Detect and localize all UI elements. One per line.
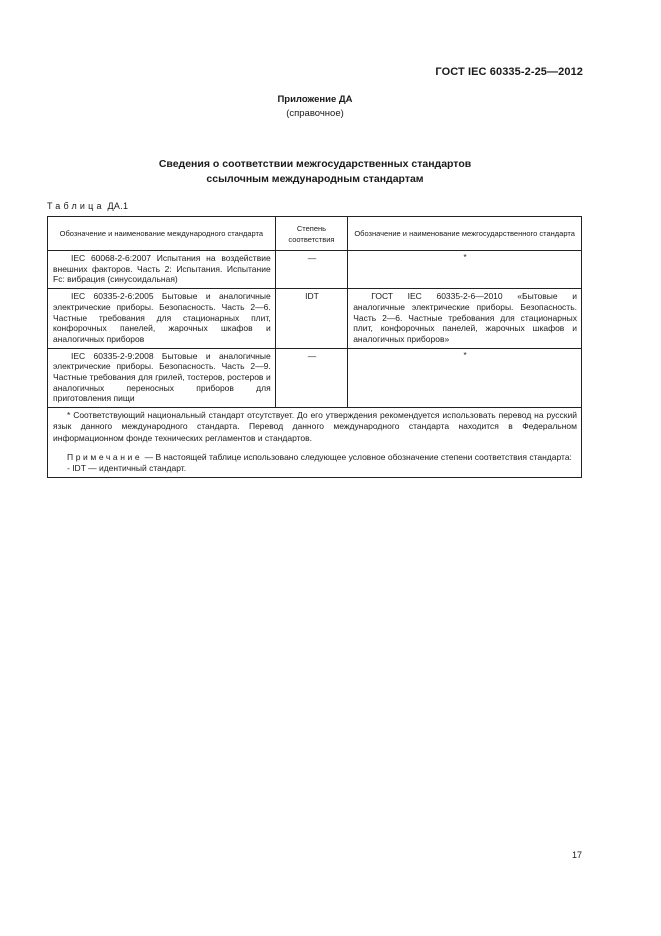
table-footer-cell (48, 408, 582, 478)
degree-cell: — (275, 348, 348, 408)
table-label-word: Таблица (47, 201, 105, 211)
table-row (48, 289, 582, 349)
remark-body: — В настоящей таблице использовано следующее условное обозначение степени соответствия стандарта: (144, 451, 572, 462)
table-row (48, 251, 582, 289)
remark-text (53, 452, 577, 463)
table-label-number: ДА.1 (107, 201, 129, 211)
interstate-standard-cell: * (348, 348, 582, 408)
international-standard-cell: IEC 60068-2-6:2007 Испытания на воздействие внешних факторов. Часть 2: Испытания. Испытание Fc: вибрация (синусоидальная) (48, 251, 276, 289)
remark-item: - IDT — идентичный стандарт. (67, 462, 187, 473)
footnote-text: * Соответствующий национальный стандарт отсутствует. До его утверждения рекомендуется использовать перевод на русский язык данного международного стандарта. Перевод данного международного стандарта находится в Федеральном информационном фонде технических регламентов и стандартов. (53, 410, 577, 443)
column-header-international: Обозначение и наименование международного стандарта (48, 217, 276, 251)
table-footer-row (48, 408, 582, 478)
column-header-interstate: Обозначение и наименование межгосударственного стандарта (348, 217, 582, 251)
international-standard-cell: IEC 60335-2-9:2008 Бытовые и аналогичные электрические приборы. Безопасность. Часть 2—9. Частные требования для грилей, тостеров, ростеров и аналогичных переносных приборов для приготовления пищи (48, 348, 276, 408)
degree-cell: IDT (275, 289, 348, 349)
correspondence-table (47, 216, 582, 478)
standard-code: ГОСТ IEC 60335-2-25—2012 (435, 66, 583, 78)
interstate-standard-cell: * (348, 251, 582, 289)
table-row (48, 348, 582, 408)
interstate-standard-cell: ГОСТ IEC 60335-2-6—2010 «Бытовые и аналогичные электрические приборы. Безопасность. Часть 2—6. Частные требования для стационарных плит, конфорочных панелей, жарочных шкафов и аналогичных приборов» (348, 289, 582, 349)
international-standard-cell: IEC 60335-2-6:2005 Бытовые и аналогичные электрические приборы. Безопасность. Часть 2—6. Частные требования для стационарных плит, конфорочных панелей, жарочных шкафов и аналогичных приборов (48, 289, 276, 349)
section-title-line1: Сведения о соответствии межгосударственных стандартов (158, 158, 472, 170)
degree-cell: — (275, 251, 348, 289)
table-label (47, 201, 128, 211)
section-title-line2: ссылочным международным стандартам (206, 173, 424, 185)
page-number: 17 (571, 850, 582, 860)
section-title (0, 157, 630, 187)
remark-word: Примечание (67, 451, 143, 462)
column-header-degree: Степень соответствия (275, 217, 348, 251)
table-header-row (48, 217, 582, 251)
appendix-title: Приложение ДА (277, 94, 353, 105)
appendix-subtitle: (справочное) (286, 108, 344, 119)
